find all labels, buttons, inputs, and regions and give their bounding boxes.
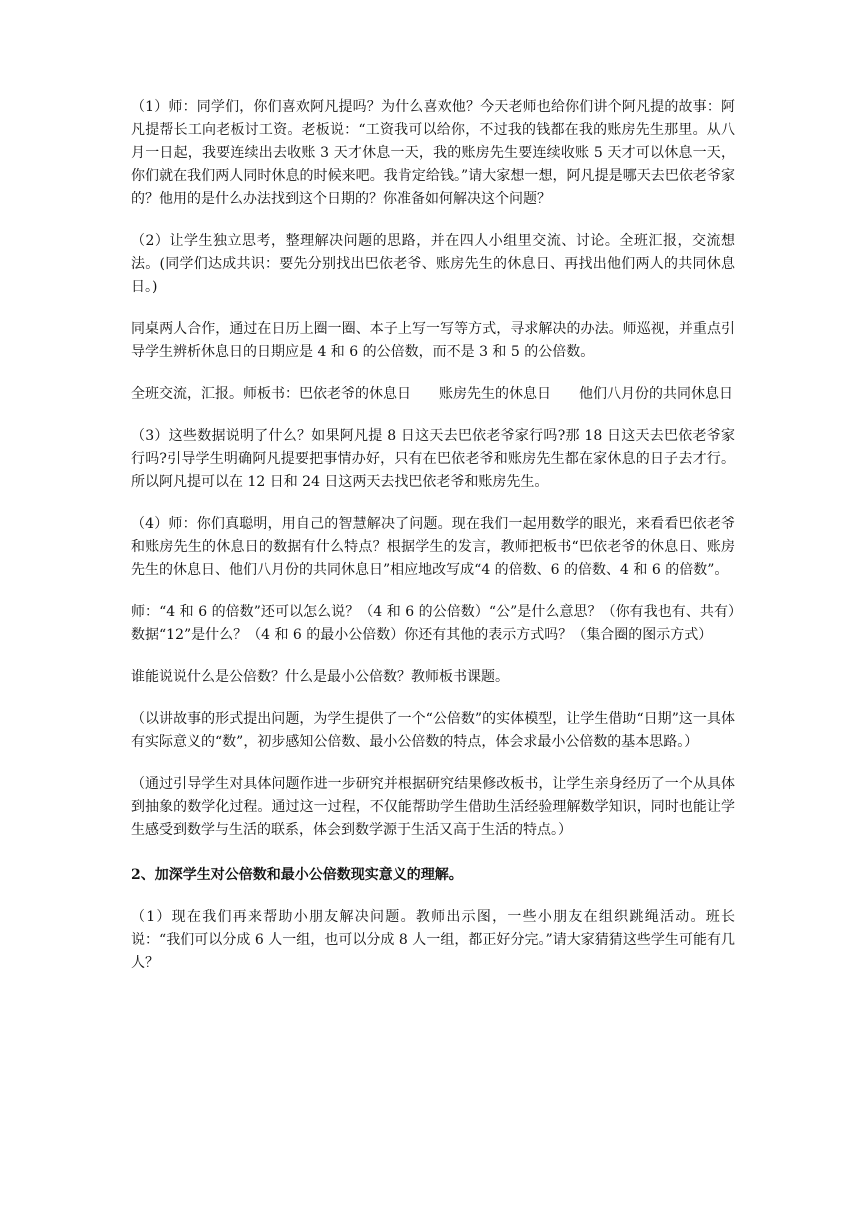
paragraph-pair-work: 同桌两人合作，通过在日历上圈一圈、本子上写一写等方式，寻求解决的办法。师巡视，并重点引导学生辨析休息日的日期应是 4 和 6 的公倍数，而不是 3 和 5 的公倍数。: [131, 321, 735, 360]
paragraph-independent-thinking: （2）让学生独立思考，整理解决问题的思路，并在四人小组里交流、讨论。全班汇报，交流想法。(同学们达成共识：要先分别找出巴依老爷、账房先生的休息日、再找出他们两人的共同休息日。): [131, 233, 735, 295]
document-page: [131, 96, 735, 994]
paragraph-rewrite-board: （4）师：你们真聪明，用自己的智慧解决了问题。现在我们一起用数学的眼光，来看看巴依老爷和账房先生的休息日的数据有什么特点？根据学生的发言，教师把板书“巴依老爷的休息日、账房先生的休息日、他们八月份的共同休息日”相应地改写成“4 的倍数、6 的倍数、4 和 6 的倍数”。: [131, 516, 735, 578]
paragraph-board-writing: 全班交流，汇报。师板书：巴依老爷的休息日 账房先生的休息日 他们八月份的共同休息日: [131, 386, 733, 402]
paragraph-data-meaning: （3）这些数据说明了什么？如果阿凡提 8 日这天去巴依老爷家行吗?那 18 日这天去巴依老爷家行吗?引导学生明确阿凡提要把事情办好，只有在巴依老爷和账房先生都在家休息的日子去才行。所以阿凡提可以在 12 日和 24 日这两天去找巴依老爷和账房先生。: [131, 428, 735, 490]
paragraph-story: （1）师：同学们，你们喜欢阿凡提吗？为什么喜欢他？今天老师也给你们讲个阿凡提的故事：阿凡提帮长工向老板讨工资。老板说：“工资我可以给你，不过我的钱都在我的账房先生那里。从八月一日起，我要连续出去收账 3 天才休息一天，我的账房先生要连续收账 5 天才可以休息一天，你们就在我们两人同时休息的时候来吧。我肯定给钱。”请大家想一想，阿凡提是哪天去巴依老爷家的？他用的是什么办法找到这个日期的？你准备如何解决这个问题？: [131, 99, 735, 207]
paragraph-common-multiple-dialog: 师：“4 和 6 的倍数”还可以怎么说？（4 和 6 的公倍数）“公”是什么意思？（你有我也有、共有）数据“12”是什么？（4 和 6 的最小公倍数）你还有其他的表示方式吗？（集合圈的图示方式）: [131, 604, 735, 643]
paragraph-commentary-abstraction: （通过引导学生对具体问题作进一步研究并根据研究结果修改板书，让学生亲身经历了一个从具体到抽象的数学化过程。通过这一过程，不仅能帮助学生借助生活经验理解数学知识，同时也能让学生感受到数学与生活的联系，体会到数学源于生活又高于生活的特点。）: [131, 776, 735, 838]
section-heading: 2、加深学生对公倍数和最小公倍数现实意义的理解。: [131, 867, 463, 883]
paragraph-lesson-title: 谁能说说什么是公倍数？什么是最小公倍数？教师板书课题。: [131, 669, 509, 685]
paragraph-commentary-story: （以讲故事的形式提出问题，为学生提供了一个“公倍数”的实体模型，让学生借助“日期”这一具体有实际意义的“数”，初步感知公倍数、最小公倍数的特点，体会求最小公倍数的基本思路。）: [131, 711, 735, 750]
paragraph-rope-skipping: （1）现在我们再来帮助小朋友解决问题。教师出示图，一些小朋友在组织跳绳活动。班长说：“我们可以分成 6 人一组，也可以分成 8 人一组，都正好分完。”请大家猜猜这些学生可能有几人？: [131, 909, 735, 971]
